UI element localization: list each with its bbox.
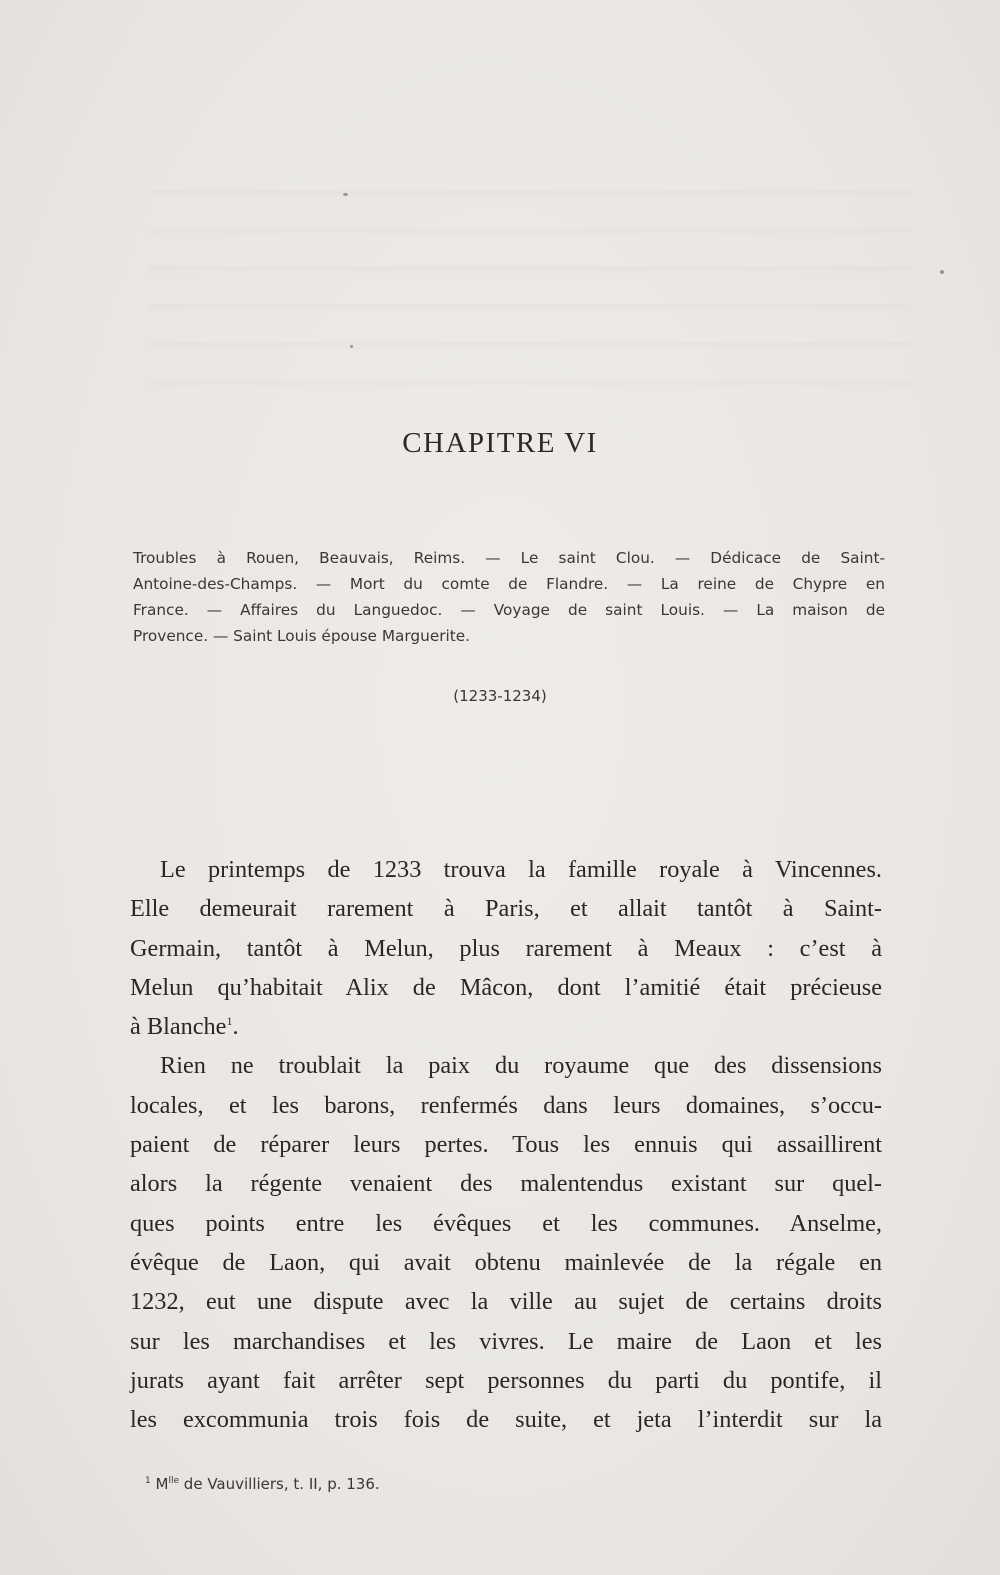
text-line: Le printemps de 1233 trouva la famille royale à Vincennes. <box>160 856 882 883</box>
footnote-reference[interactable]: 1 <box>226 1014 233 1029</box>
text-line <box>130 1007 882 1046</box>
paper-speck <box>343 193 348 196</box>
text-line: locales, et les barons, renfermés dans leurs domaines, s’occu- <box>130 1091 882 1119</box>
summary-line: Antoine-des-Champs. — Mort du comte de Flandre. — La reine de Chypre en <box>133 575 885 593</box>
text-line: sur les marchandises et les vivres. Le maire de Laon et les <box>130 1327 882 1355</box>
text-line: Melun qu’habitait Alix de Mâcon, dont l’amitié était précieuse <box>130 973 882 1001</box>
text-line: ques points entre les évêques et les communes. Anselme, <box>130 1209 882 1237</box>
paper-speck <box>940 270 944 274</box>
footnote-prefix: M <box>155 1475 169 1493</box>
text-line: Elle demeurait rarement à Paris, et allait tantôt à Saint- <box>130 895 882 923</box>
bleed-through-shadow <box>150 160 910 400</box>
text-line: Rien ne troublait la paix du royaume que des dissensions <box>160 1052 882 1080</box>
text-fragment: . <box>232 1013 239 1041</box>
text-fragment: à Blanche <box>130 1013 227 1041</box>
body-text <box>130 850 882 1439</box>
text-line: les excommunia trois fois de suite, et jeta l’interdit sur la <box>130 1406 882 1434</box>
text-line: paient de réparer leurs pertes. Tous les ennuis qui assaillirent <box>130 1131 882 1159</box>
summary-line: Troubles à Rouen, Beauvais, Reims. — Le saint Clou. — Dédicace de Saint- <box>133 549 885 567</box>
text-line: 1232, eut une dispute avec la ville au sujet de certains droits <box>130 1288 882 1316</box>
summary-line: France. — Affaires du Languedoc. — Voyage de saint Louis. — La maison de <box>133 601 885 619</box>
chapter-title: CHAPITRE VI <box>402 427 598 459</box>
paper-speck <box>350 345 353 348</box>
text-line: évêque de Laon, qui avait obtenu mainlevée de la régale en <box>130 1248 882 1276</box>
chapter-summary <box>133 545 885 649</box>
text-line: jurats ayant fait arrêter sept personnes du parti du pontife, il <box>130 1366 882 1394</box>
footnote-prefix-sup: lle <box>168 1476 180 1486</box>
text-line: alors la régente venaient des malentendus existant sur quel- <box>130 1170 882 1198</box>
footnote <box>145 1475 380 1493</box>
summary-line: Provence. — Saint Louis épouse Marguerite. <box>133 627 471 645</box>
footnote-marker: 1 <box>145 1476 151 1486</box>
chapter-dates: (1233-1234) <box>453 687 547 705</box>
footnote-text: de Vauvilliers, t. II, p. 136. <box>183 1475 380 1493</box>
text-line: Germain, tantôt à Melun, plus rarement à Meaux : c’est à <box>130 934 882 962</box>
